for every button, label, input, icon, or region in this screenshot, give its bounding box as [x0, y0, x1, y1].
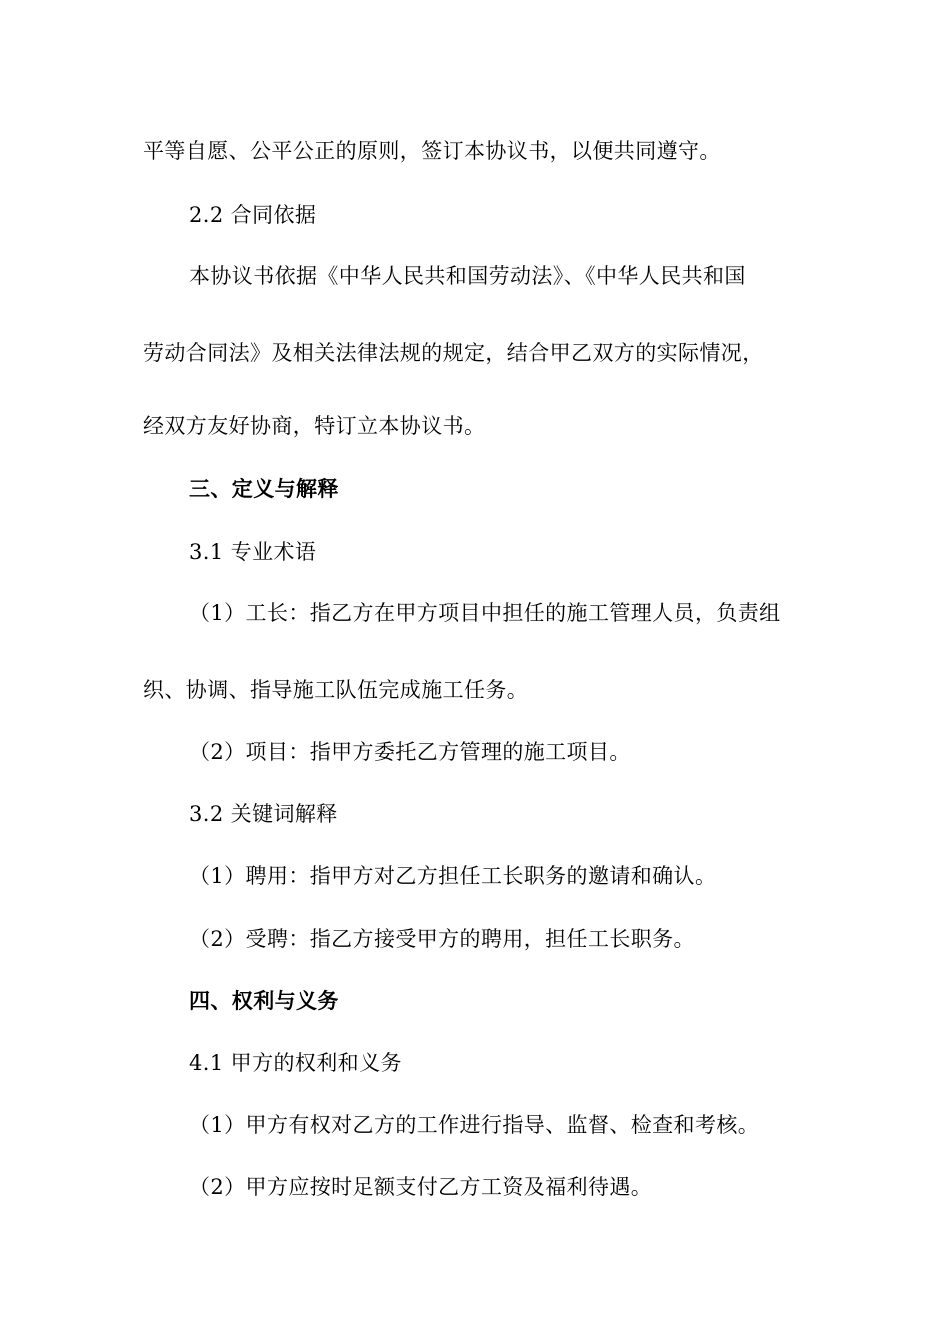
- paragraph-line: 经双方友好协商，特订立本协议书。: [143, 414, 486, 438]
- paragraph-line: （1）聘用：指甲方对乙方担任工长职务的邀请和确认。: [189, 864, 717, 888]
- section-2-2-heading: 2.2 合同依据: [189, 203, 317, 227]
- section-3-2-heading: 3.2 关键词解释: [189, 802, 338, 826]
- paragraph-line: （2）甲方应按时足额支付乙方工资及福利待遇。: [189, 1175, 653, 1199]
- paragraph-line: （1）甲方有权对乙方的工作进行指导、监督、检查和考核。: [189, 1113, 760, 1137]
- paragraph-line: 平等自愿、公平公正的原则，签订本协议书，以便共同遵守。: [143, 139, 721, 163]
- section-3-heading: 三、定义与解释: [189, 476, 339, 501]
- paragraph-line: 织、协调、指导施工队伍完成施工任务。: [143, 678, 529, 702]
- paragraph-line: 劳动合同法》及相关法律法规的规定，结合甲乙双方的实际情况，: [143, 341, 764, 365]
- paragraph-line: （2）项目：指甲方委托乙方管理的施工项目。: [189, 740, 631, 764]
- paragraph-line: （1）工长：指乙方在甲方项目中担任的施工管理人员，负责组: [189, 601, 781, 625]
- section-4-heading: 四、权利与义务: [189, 988, 339, 1013]
- paragraph-line: 本协议书依据《中华人民共和国劳动法》、《中华人民共和国: [189, 264, 746, 288]
- section-3-1-heading: 3.1 专业术语: [189, 540, 317, 564]
- section-4-1-heading: 4.1 甲方的权利和义务: [189, 1051, 402, 1075]
- paragraph-line: （2）受聘：指乙方接受甲方的聘用，担任工长职务。: [189, 927, 695, 951]
